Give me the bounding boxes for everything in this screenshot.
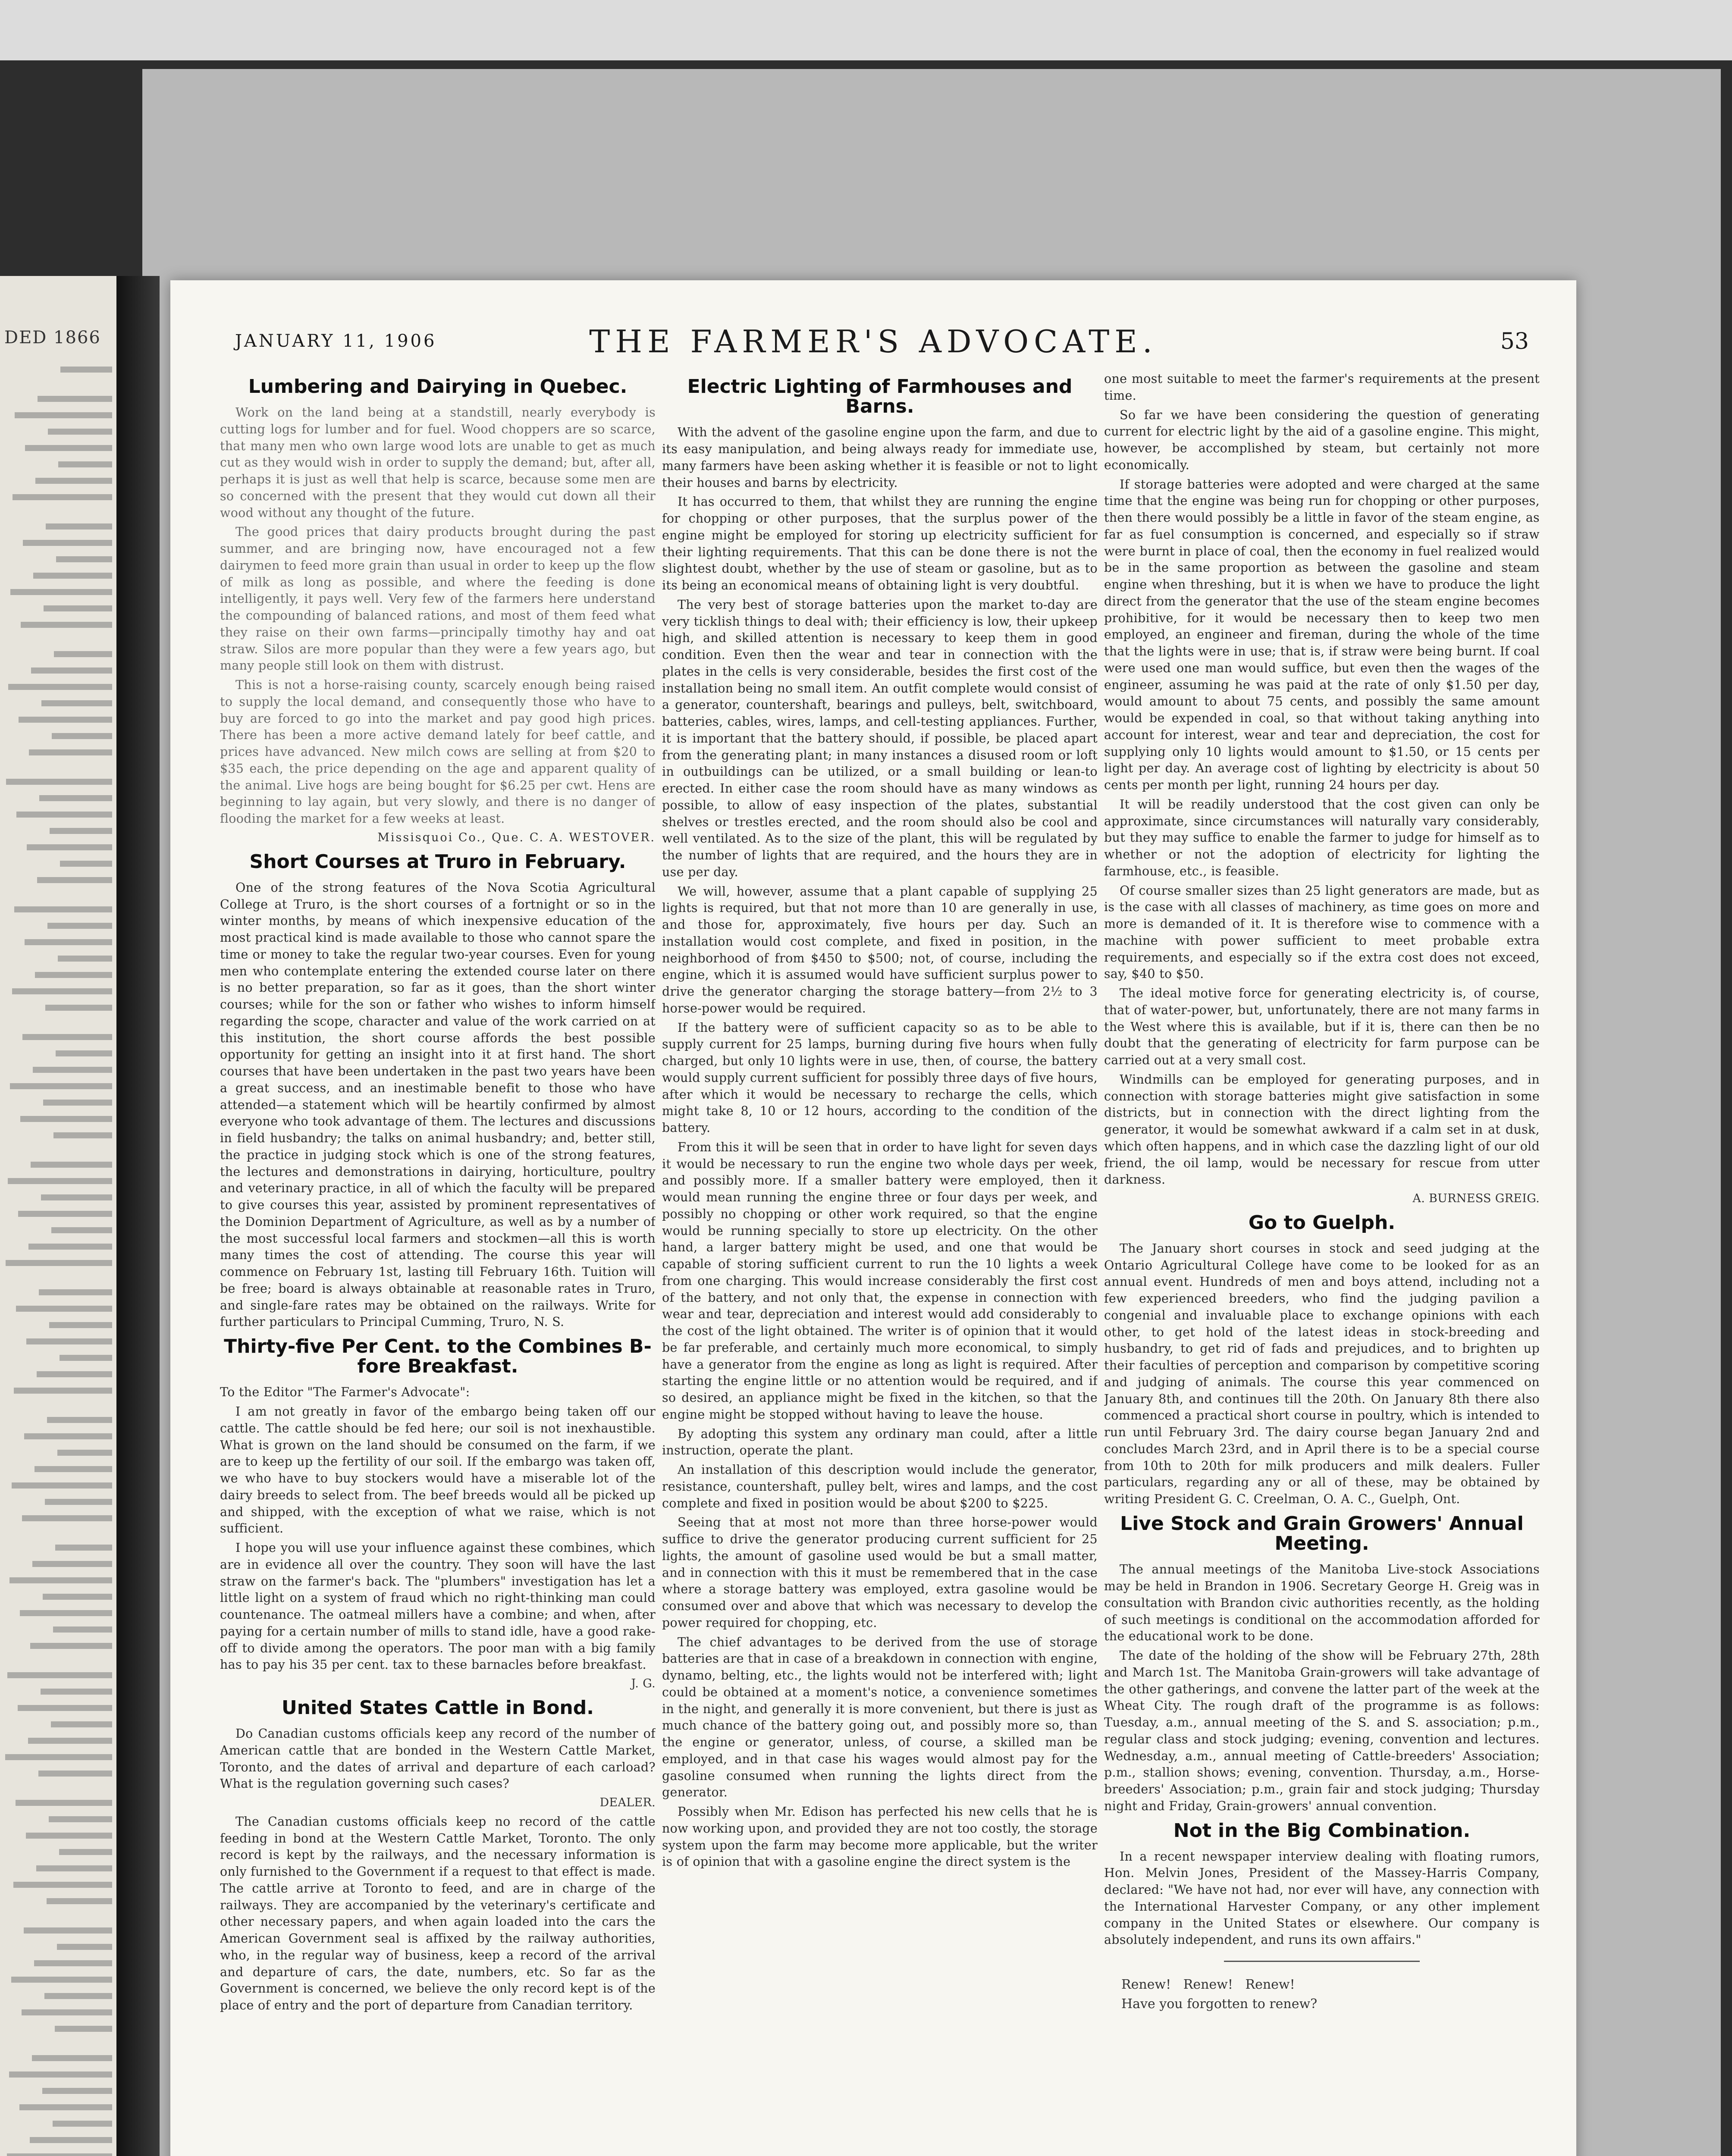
- article-paragraph: In a recent newspaper interview dealing with floating rumors, Hon. Melvin Jones, President of the Massey-Harris Company, declared: "We have not had, nor ever will have, any connection with the International Harvester Company, or any other implement company in the United States or elsewhere. Our company is absolutely independent, and runs its own affairs.": [1104, 1849, 1540, 1947]
- left-page-text-fragment: [45, 1499, 112, 1505]
- left-page-text-fragment: [56, 556, 112, 562]
- left-page-text-fragment: [50, 828, 112, 834]
- article-paragraph: Do Canadian customs officials keep any record of the number of American cattle that are bonded in the Western Cattle Market, Toronto, and the dates of arrival and departure of each carload? What is the regulation governing such cases?: [220, 1727, 656, 1791]
- left-page-text-fragment: [39, 1289, 112, 1295]
- left-page-text-fragment: [12, 988, 112, 994]
- left-page-text-fragment: [39, 795, 112, 801]
- article-heading-lumbering: Lumbering and Dairying in Quebec.: [248, 376, 628, 398]
- article-paragraph: It has occurred to them, that whilst they are running the engine for chopping or other purposes, that the surplus power of the engine might be employed for storing up electricity sufficient for their lighting requirements. That this can be done there is not the slightest doubt, whether by the use of steam or gasoline, but as to its being an economical means of obtaining light is very doubtful.: [662, 495, 1098, 593]
- article-paragraph: The annual meetings of the Manitoba Live-stock Associations may be held in Brandon in 1906. Secretary George H. Greig was in consultation with Brandon civic authorities recently, as the holding of such meetings is conditional on the accommodation afforded for the educational work to be done.: [1104, 1562, 1540, 1644]
- left-page-text-fragment: [55, 2026, 112, 2032]
- newspaper-page: [170, 280, 1576, 2156]
- left-page-text-fragment: [57, 1944, 112, 1950]
- article-signature: A. BURNESS GREIG.: [1412, 1192, 1540, 1205]
- article-paragraph: Of course smaller sizes than 25 light generators are made, but as is the case with all classes of machinery, as time goes on more and more is demanded of it. It is therefore wise to commence with a machine with power sufficient to meet probable extra requirements, and especially so if the extra cost does not exceed, say, $40 to $50.: [1104, 883, 1540, 981]
- left-page-text-fragment: [14, 1388, 112, 1394]
- left-page-text-fragment: [18, 1211, 112, 1217]
- left-page-text-fragment: [45, 1005, 112, 1011]
- left-page-text-fragment: [29, 749, 112, 755]
- left-page-text-fragment: [41, 1689, 112, 1695]
- article-paragraph: So far we have been considering the question of generating current for electric light by the aid of a gasoline engine. This might, however, be accomplished by steam, but certainly not more economically.: [1104, 407, 1540, 472]
- article-paragraph: This is not a horse-raising county, scarcely enough being raised to supply the local demand, and consequently those who have to buy are forced to go into the market and pay good high prices. There has been a more active demand lately for beef cattle, and prices have advanced. New milch cows are selling at from $20 to $35 each, the price depending on the age and apparent quality of the animal. Live hogs are being bought for $6.25 per cwt. Hens are beginning to lay again, but very slowly, and there is no danger of flooding the market for a few weeks at least.: [220, 678, 656, 826]
- left-page-text-fragment: [30, 2137, 112, 2143]
- left-page-text-fragment: [24, 1927, 112, 1934]
- left-page-text-fragment: [30, 1643, 112, 1649]
- left-page-text-fragment: [19, 2104, 112, 2110]
- left-page-text-fragment: [8, 1178, 112, 1184]
- article-heading-live-stock-meeting: Live Stock and Grain Growers' Annual Meeting.: [1120, 1512, 1524, 1555]
- left-page-text-fragment: [27, 844, 112, 850]
- left-page-text-fragment: [55, 1545, 112, 1551]
- signature-text: Missisquoi Co., Que. C. A. WESTOVER.: [377, 830, 656, 844]
- left-page-text-fragment: [19, 717, 112, 723]
- left-page-text-fragment: [41, 1194, 112, 1200]
- left-page-text-fragment: [10, 1083, 112, 1089]
- left-page-text-fragment: [8, 684, 112, 690]
- article-paragraph: We will, however, assume that a plant capable of supplying 25 lights is required, but that not more than 10 are generally in use, and those for, approximately, five hours per day. Such an installation would cost complete, and fixed in position, in the neighborhood of from $450 to $500; not, of course, including the engine, which it is assumed would have sufficient surplus power to drive the generator charging the storage battery—from 2½ to 3 horse-power would be required.: [662, 884, 1098, 1015]
- article-paragraph: The very best of storage batteries upon the market to-day are very ticklish things to deal with; their efficiency is low, their upkeep high, and skilled attention is necessary to keep them in good condition. Even then the wear and tear in connection with the plates in the cells is very considerable, besides the first cost of the installation being no small item. An outfit complete would consist of a generator, countershaft, bearings and pulleys, belt, switchboard, batteries, cables, wires, lamps, and cell-testing appliances. Further, it is important that the battery should, if possible, be placed apart from the generating plant; in many instances a disused room or loft in outbuildings can be utilized, or a small building or lean-to erected. In either case the room should have as many windows as possible, to allow of easy inspection of the plates, substantial shelves or trestles erected, and the room should also be cool and well ventilated. As to the size of the plant, this will be regulated by the number of lights that are required, and the hours they are in use per day.: [662, 597, 1098, 879]
- left-page-text-fragment: [31, 1162, 112, 1168]
- left-page-text-fragment: [26, 1833, 112, 1839]
- left-page-text-fragment: [58, 956, 112, 962]
- running-date: JANUARY 11, 1906: [235, 331, 437, 351]
- left-page-text-fragment: [20, 1610, 112, 1616]
- article-paragraph: Possibly when Mr. Edison has perfected his new cells that he is now working upon, and provided they are not too costly, the storage system upon the farm may become more applicable, but the writer is of opinion that with a gasoline engine the direct system is the: [662, 1805, 1098, 1869]
- article-paragraph: Work on the land being at a standstill, nearly everybody is cutting logs for lumber and for fuel. Wood choppers are so scarce, that many men who own large wood lots are unable to get as much cut as they would wish in order to supply the demand; but, after all, perhaps it is just as well that help is scarce, because some men are so concerned with the present that they would cut down all their wood without any thought of the future.: [220, 405, 656, 520]
- article-heading-truro: Short Courses at Truro in February.: [249, 850, 626, 873]
- column-1: [220, 371, 656, 2156]
- left-page-text-fragment: [60, 1355, 112, 1361]
- left-page-text-fragment: [7, 2153, 112, 2156]
- letter-salutation: To the Editor "The Farmer's Advocate":: [220, 1385, 470, 1400]
- left-page-text-fragment: [33, 1067, 112, 1073]
- left-page-text-fragment: [36, 1865, 112, 1871]
- article-paragraph: The date of the holding of the show will be February 27th, 28th and March 1st. The Manitoba Grain-growers will take advantage of the other gatherings, and convene the latter part of the week at the Wheat City. The rough draft of the programme is as follows: Tuesday, a.m., annual meeting of the S. and S. association; p.m., regular class and stock judging; evening, convention and lectures. Wednesday, a.m., annual meeting of Cattle-breeders' Association; p.m., stallion shows; evening, convention. Thursday, a.m., Horse-breeders' Association; p.m., grain fair and stock judging; Thursday night and Friday, Grain-growers' annual convention.: [1104, 1648, 1540, 1813]
- left-page-text-fragment: [9, 1577, 112, 1583]
- article-paragraph: The good prices that dairy products brought during the past summer, and are bringing now, have encouraged not a few dairymen to feed more grain than usual in order to keep up the flow of milk as long as possible, and where the feeding is done intelligently, it pays well. Very few of the farmers here understand the compounding of balanced rations, and most of them feed what they raise on their own farms—principally timothy hay and oat straw. Silos are more popular than they were a few years ago, but many people still look on them with distrust.: [220, 525, 656, 673]
- left-page-text-fragment: [47, 1417, 112, 1423]
- article-heading-united-states-cattle: United States Cattle in Bond.: [282, 1696, 594, 1719]
- article-paragraph: I hope you will use your influence against these combines, which are in evidence all over the country. They soon will have the last straw on the farmer's back. The "plumbers" investigation has let a little light on a system of fraud which no right-thinking man could countenance. The oatmeal millers have a combine; and when, after paying for a certain number of mills to stand idle, have a good rake-off to divide among the operators. The poor man with a big family has to pay his 35 per cent. tax to these barnacles before breakfast.: [220, 1541, 656, 1672]
- left-page-text-fragment: [44, 1993, 112, 1999]
- article-paragraph: The chief advantages to be derived from the use of storage batteries are that in case of a breakdown in connection with engine, dynamo, belting, etc., the lights would not be interfered with; light could be obtained at a moment's notice, a convenience sometimes in the night, and generally it is more convenient, but there is just as much chance of the battery going out, and possibly more so, than the engine or generator, unless, of course, a skilled man be employed, and in that case his wages would almost pay for the gasoline consumed when running the lights direct from the generator.: [662, 1635, 1098, 1800]
- column-2: [662, 371, 1098, 2156]
- left-page-text-fragment: [52, 733, 112, 739]
- article-heading-electric-lighting: Electric Lighting of Farmhouses and Barns.: [687, 376, 1073, 418]
- article-heading-big-combination: Not in the Big Combination.: [1173, 1819, 1471, 1842]
- left-page-text-fragment: [31, 667, 112, 674]
- left-page-text-fragment: [26, 1338, 112, 1344]
- left-page-text-fragment: [21, 622, 112, 628]
- article-paragraph: By adopting this system any ordinary man could, after a little instruction, operate the plant.: [662, 1426, 1098, 1458]
- article-paragraph: one most suitable to meet the farmer's requirements at the present time.: [1104, 372, 1540, 403]
- adjacent-left-page: [0, 276, 119, 2156]
- left-page-text-fragment: [22, 1034, 112, 1040]
- article-heading-guelph: Go to Guelph.: [1248, 1211, 1396, 1234]
- left-page-text-fragment: [35, 478, 112, 484]
- left-page-text-fragment: [32, 1561, 112, 1567]
- left-page-text-fragment: [60, 367, 112, 373]
- left-page-text-fragment: [46, 523, 112, 530]
- left-page-text-fragment: [54, 651, 112, 657]
- left-page-text-fragment: [13, 1882, 112, 1888]
- left-page-text-fragment: [7, 1672, 112, 1678]
- left-page-text-fragment: [6, 1260, 112, 1266]
- left-page-text-fragment: [6, 779, 112, 785]
- left-page-text-fragment: [53, 1626, 112, 1633]
- left-page-text-fragment: [53, 2121, 112, 2127]
- left-page-text-fragment: [37, 877, 112, 883]
- left-page-text-fragment: [5, 1754, 112, 1760]
- left-page-text-fragment: [43, 1594, 112, 1600]
- left-page-text-fragment: [16, 812, 112, 818]
- article-signature: [220, 830, 656, 846]
- left-page-text-fragment: [25, 445, 112, 451]
- renew-line-2: Have you forgotten to renew?: [1121, 1996, 1318, 2012]
- page-number: 53: [1500, 329, 1529, 354]
- article-paragraph: It will be readily understood that the cost given can only be approximate, since circumstances will naturally vary considerably, but they may suffice to enable the farmer to judge for himself as to whether or not the adoption of electricity for lighting the farmhouse, etc., is feasible.: [1104, 797, 1540, 878]
- left-page-text-fragment: [47, 1898, 112, 1904]
- microfilm-top-band: [0, 0, 1732, 60]
- left-page-text-fragment: [48, 429, 112, 435]
- renew-notice: [1104, 1975, 1540, 2014]
- article-signature: J. G.: [631, 1677, 656, 1691]
- section-divider: [1224, 1961, 1420, 1962]
- article-paragraph: The January short courses in stock and seed judging at the Ontario Agricultural College have come to be looked for as an annual event. Hundreds of men and boys attend, including not a few experienced breeders, who find the judging pavilion a congenial and invaluable place to exchange opinions with each other, to get hold of the latest ideas in stock-breeding and husbandry, to get rid of fads and prejudices, and to brighten up their faculties of perception and comparison by competitive scoring and judging of animals. The course this year commenced on January 8th, and continues till the 20th. On January 8th there also commenced a practical short course in poultry, which is intended to run until February 3rd. The dairy course began January 2nd and concludes March 23rd, and in April there is to be a special course from 10th to 20th for milk producers and milk dealers. Fuller particulars, regarding any or all of these, may be obtained by writing President G. C. Creelman, O. A. C., Guelph, Ont.: [1104, 1241, 1540, 1507]
- left-page-text-fragment: [41, 700, 112, 706]
- left-page-text-fragment: [34, 1960, 112, 1966]
- left-page-text-fragment: [44, 605, 112, 611]
- left-page-text-fragment: [57, 1450, 112, 1456]
- renew-line-1: Renew! Renew! Renew!: [1121, 1977, 1295, 1993]
- article-paragraph: Seeing that at most not more than three horse-power would suffice to drive the generator producing current sufficient for 25 lights, the amount of gasoline used would be but a small matter, and in connection with this it must be remembered that in the case where a storage battery was employed, extra gasoline would be consumed over and above that which was necessary to develop the power required for chopping, etc.: [662, 1515, 1098, 1630]
- left-page-text-fragment: [24, 1433, 112, 1439]
- article-paragraph: Windmills can be employed for generating purposes, and in connection with storage batteries might give satisfaction in some districts, but in connection with the direct lighting from the generator, it would be somewhat awkward if a calm set in at dusk, which often happens, and in which case the dazzling light of our old friend, the oil lamp, would be necessary for rescue from utter darkness.: [1104, 1072, 1540, 1187]
- left-page-text-fragment: [16, 1306, 112, 1312]
- left-page-text-fragment: [23, 540, 112, 546]
- left-page-text-fragment: [28, 1244, 112, 1250]
- article-paragraph: I am not greatly in favor of the embargo being taken off our cattle. The cattle should be fed here; our soil is not inexhaustible. What is grown on the land should be consumed on the farm, if we are to keep up the fertility of our soil. If the embargo was taken off, we who have to buy stockers would have a miserable lot of the dairy breeds to select from. The beef breeds would all be picked up and shipped, with the exception of what we raise, which is not sufficient.: [220, 1404, 656, 1536]
- left-page-text-fragment: [20, 1116, 112, 1122]
- left-page-text-fragment: [16, 1800, 112, 1806]
- article-paragraph: The ideal motive force for generating electricity is, of course, that of water-power, but, unfortunately, there are not many farms in the West where this is available, but if it is, there can then be no doubt that the generating of electricity for farm purpose can be carried out at a very small cost.: [1104, 986, 1540, 1067]
- left-page-text-fragment: [53, 1132, 112, 1138]
- article-signature: DEALER.: [599, 1796, 656, 1810]
- left-page-text-fragment: [60, 861, 112, 867]
- left-page-text-fragment: [42, 2088, 112, 2094]
- article-paragraph: One of the strong features of the Nova Scotia Agricultural College at Truro, is the short courses of a fortnight or so in the winter months, by means of which inexpensive education of the most practical kind is made available to those who cannot spare the time or money to take the regular two-year courses. Even for young men who contemplate entering the extended course later on there is no better preparation, so far as it goes, than the short winter courses; while for the son or father who wishes to inform himself regarding the scope, character and value of the work carried on at this institution, the short course affords the best possible opportunity for getting an insight into it at first hand. The short courses that have been undertaken in the past two years have been a great success, and an inestimable benefit to those who have attended—a statement which will be heartily confirmed by almost everyone who took advantage of them. The lectures and discussions in field husbandry; the talks on animal husbandry; and, better still, the practice in judging stock which is one of the strong features, the lectures and demonstrations in dairying, horticulture, poultry and veterinary practice, in all of which the faculty will be prepared to give courses this year, assisted by prominent representatives of the Dominion Department of Agriculture, as well as by a number of the most successful local farmers and stockmen—all this is worth many times the cost of attending. The course this year will commence on February 1st, lasting till February 16th. Tuition will be free; board is always obtainable at reasonable rates in Truro, and single-fare rates may be obtained on the railways. Write for further particulars to Principal Cumming, Truro, N. S.: [220, 880, 656, 1329]
- article-paragraph: With the advent of the gasoline engine upon the farm, and due to its easy manipulation, and being always ready for immediate use, many farmers have been asking whether it is feasible or not to light their houses and barns by electricity.: [662, 425, 1098, 490]
- left-page-text-fragment: [35, 1466, 112, 1472]
- left-page-text-fragment: [47, 923, 112, 929]
- left-page-text-fragment: [15, 412, 112, 418]
- left-page-text-fragment: [59, 1849, 112, 1855]
- left-page-text-fragment: [38, 396, 112, 402]
- left-page-header-fragment: DED 1866: [4, 328, 101, 348]
- gutter-shadow: [116, 276, 160, 2156]
- left-page-text-fragment: [10, 589, 112, 595]
- article-paragraph: If storage batteries were adopted and were charged at the same time that the engine was being run for chopping or other purposes, then there would possibly be a little in favor of the steam engine, as far as fuel consumption is concerned, and especially so if straw were burnt in place of coal, then the economy in fuel realized would be in the same proportion as between the gasoline and steam engine when threshing, but it is when we have to produce the light direct from the generator that the use of the steam engine becomes prohibitive, for it would be necessary then to keep two men employed, an engineer and fireman, during the whole of the time that the lights were in use; that is, if straw were being burnt. If coal were used one man would suffice, but even then the wages of the engineer, assuming he was paid at the rate of only $1.50 per day, would amount to about 75 cents, and possibly the same amount would be expended in coal, so that without taking anything into account for interest, wear and tear and depreciation, the cost for supplying only 10 lights would amount to $1.50, or 15 cents per light per day. An average cost of lighting by electricity is about 50 cents per month per light, running 24 hours per day.: [1104, 477, 1540, 792]
- left-page-text-fragment: [49, 1322, 112, 1328]
- left-page-text-fragment: [18, 1705, 112, 1711]
- left-page-text-fragment: [58, 461, 112, 467]
- left-page-text-fragment: [12, 1482, 112, 1489]
- article-paragraph: From this it will be seen that in order to have light for seven days it would be necessary to run the engine two whole days per week, and possibly more. If a smaller battery were employed, then it would mean running the engine three or four days per week, and possibly no chopping or other work required, so that the engine would be running specially to store up electricity. On the other hand, a larger battery might be used, and one that would be capable of storing sufficient current to run the 10 lights a week from one charging. This would increase considerably the first cost of the battery, and not only that, the expense in connection with wear and tear, depreciation and interest would add considerably to the cost of the light obtained. The writer is of opinion that it would be far preferable, and certainly much more economical, to simply have a generator from the engine as long as light is required. After starting the engine little or no attention would be required, and if so desired, an appliance might be fixed in the kitchen, so that the engine might be stopped without having to leave the house.: [662, 1140, 1098, 1422]
- left-page-text-fragment: [51, 1227, 112, 1233]
- article-heading-combines: Thirty-five Per Cent. to the Combines B-fore Breakfast.: [224, 1335, 652, 1378]
- left-page-text-fragment: [28, 1738, 112, 1744]
- left-page-text-fragment: [43, 1100, 112, 1106]
- article-paragraph: If the battery were of sufficient capacity so as to be able to supply current for 25 lamps, burning during five hours when fully charged, but only 10 lights were in use, then, of course, the battery would supply current sufficient for possibly three days of five hours, after which it would be necessary to recharge the cells, which might take 8, 10 or 12 hours, according to the condition of the battery.: [662, 1020, 1098, 1135]
- left-page-text-fragment: [51, 1721, 112, 1727]
- left-page-text-fragment: [33, 573, 112, 579]
- left-page-text-fragment: [25, 939, 112, 945]
- article-paragraph: The Canadian customs officials keep no record of the cattle feeding in bond at the Western Cattle Market, Toronto. The only record is kept by the railways, and the necessary information is only furnished to the Government if a request to that effect is made. The cattle arrive at Toronto to feed, and are in charge of the railways. They are accompanied by the veterinary's certificate and other necessary papers, and when again loaded into the cars the American Government seal is affixed by the railway authorities, who, in the regular way of business, keep a record of the arrival and departure of cars, the date, numbers, etc. So far as the Government is concerned, we believe the only record kept is of the place of entry and the port of departure from Canadian territory.: [220, 1814, 656, 2013]
- left-page-text-fragment: [22, 2009, 112, 2015]
- left-page-text-fragment: [14, 906, 112, 912]
- article-paragraph: An installation of this description would include the generator, resistance, countershaft, pulley belt, wires and lamps, and the cost complete and fixed in position would be about $200 to $225.: [662, 1463, 1098, 1510]
- left-page-text-fragment: [32, 2055, 112, 2061]
- column-3: [1104, 371, 1540, 2156]
- left-page-text-fragment: [37, 1371, 112, 1377]
- left-page-text-fragment: [9, 2071, 112, 2078]
- left-page-text-fragment: [35, 972, 112, 978]
- left-page-text-fragment: [56, 1050, 112, 1056]
- left-page-text-fragment: [22, 1515, 112, 1521]
- left-page-text-fragment: [13, 494, 112, 500]
- masthead-title: THE FARMER'S ADVOCATE.: [589, 323, 1158, 360]
- left-page-text-fragment: [38, 1771, 112, 1777]
- left-page-text-fragment: [49, 1816, 112, 1822]
- left-page-text-fragment: [11, 1977, 112, 1983]
